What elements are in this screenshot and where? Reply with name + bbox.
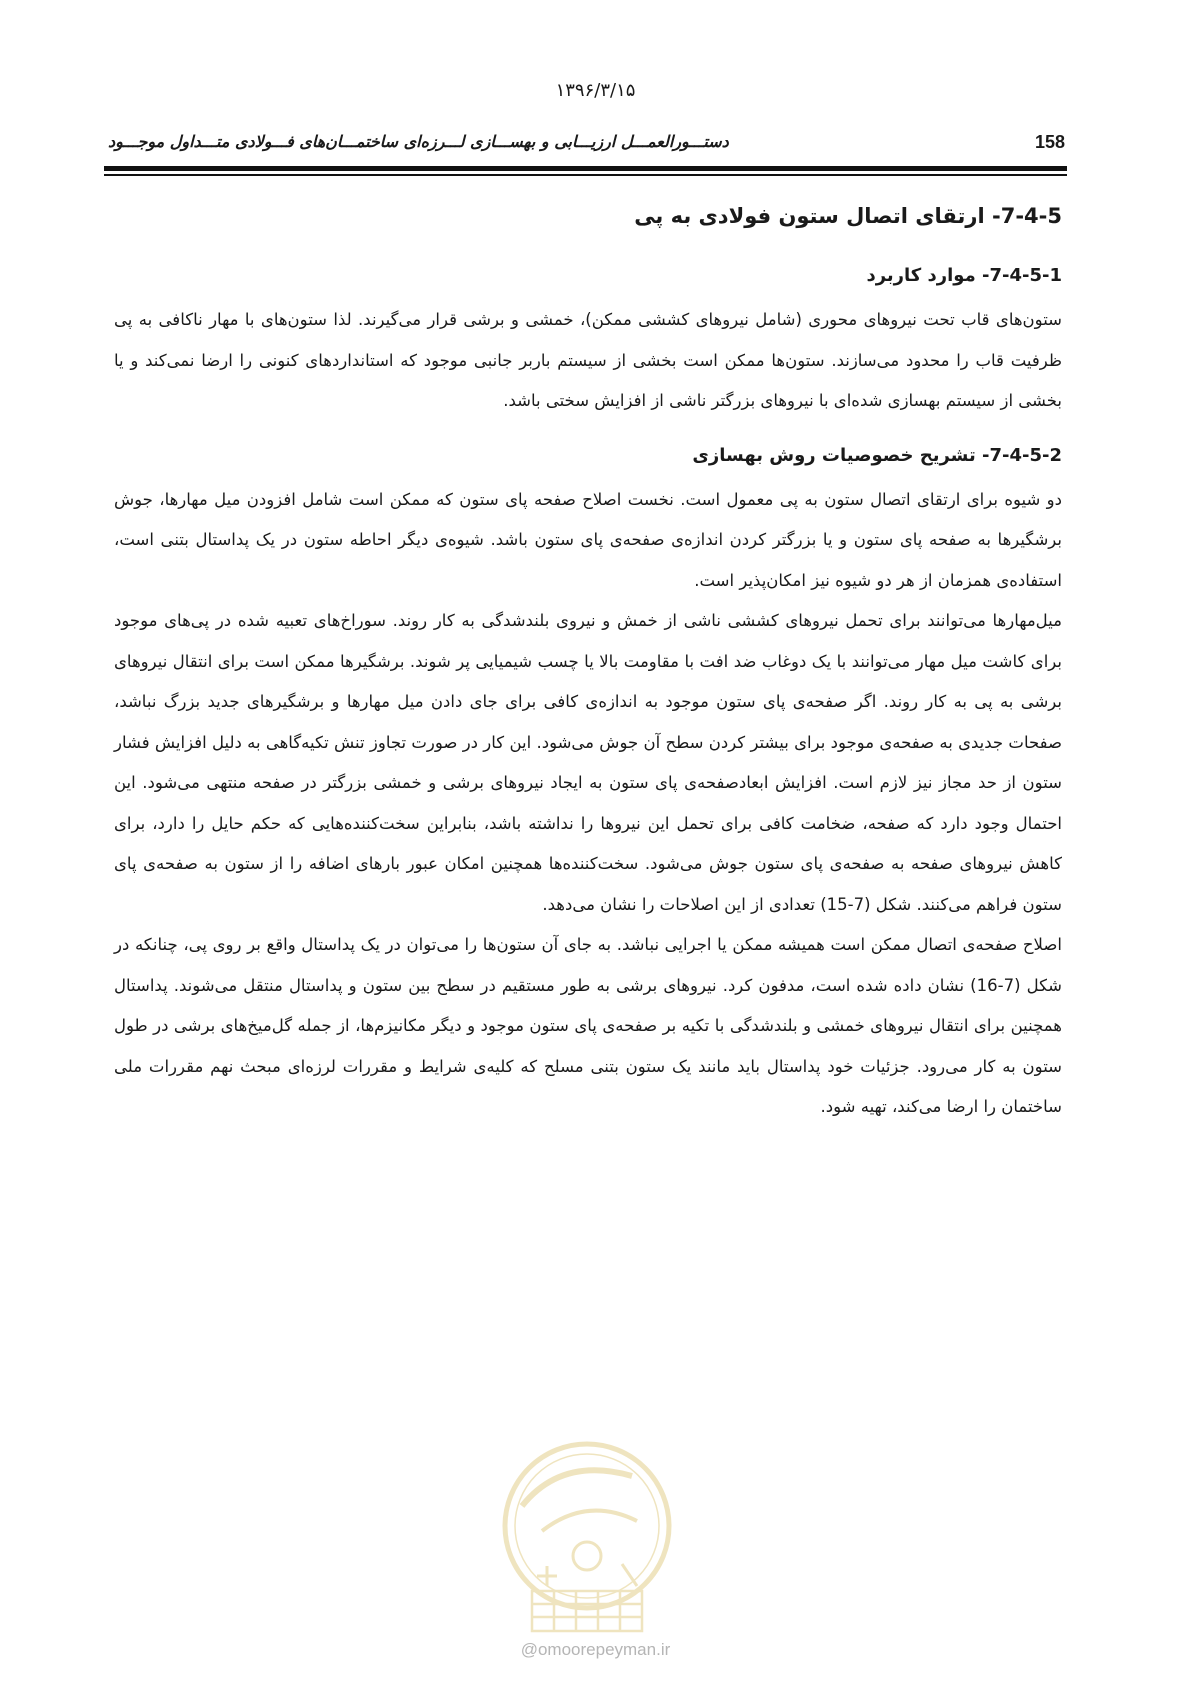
subsection-heading-applications: 7-4-5-1- موارد کاربرد (866, 265, 1062, 286)
header-rule-thin (104, 174, 1067, 176)
section-heading: 7-4-5- ارتقای اتصال ستون فولادی به پی (634, 204, 1062, 228)
paragraph-applications: ستون‌های قاب تحت نیروهای محوری (شامل نیروهای کششی ممکن)، خمشی و برشی قرار می‌گیرند. لذا ستون‌های با مهار ناکافی به پی ظرفیت قاب را محدود می‌سازند. ستون‌ها ممکن است بخشی از سیستم باربر جانبی موجود که استانداردهای کنونی را ارضا نمی‌کند و یا بخشی از سیستم بهسازی شده‌ای با نیروهای بزرگتر ناشی از افزایش سختی باشد. (114, 310, 1062, 410)
page-header (108, 126, 1065, 158)
paragraph-method-1: دو شیوه برای ارتقای اتصال ستون به پی معمول است. نخست اصلاح صفحه پای ستون که ممکن است شامل افزودن میل مهارها، جوش برشگیرها به صفحه پای ستون و یا بزرگتر کردن اندازه‌ی صفحه‌ی پای ستون باشد. شیوه‌ی دیگر احاطه ستون در یک پداستال بتنی است، استفاده‌ی همزمان از هر دو شیوه نیز امکان‌پذیر است. (114, 489, 1062, 590)
paragraph-method-3: اصلاح صفحه‌ی اتصال ممکن است همیشه ممکن یا اجرایی نباشد. به جای آن ستون‌ها را می‌توان در یک پداستال واقع بر روی پی، چنانکه در شکل (7-16) نشان داده شده است، مدفون کرد. نیروهای برشی به طور مستقیم در سطح بین ستون و پداستال منتقل می‌شوند. پداستال همچنین برای انتقال نیروهای خمشی و بلندشدگی با تکیه بر صفحه‌ی پای ستون موجود و دیگر مکانیزم‌ها، از جمله گل‌میخ‌های برشی در طول ستون به کار می‌رود. جزئیات خود پداستال باید مانند یک ستون بتنی مسلح که کلیه‌ی شرایط و مقررات لرزه‌ای مبحث نهم مقررات ملی ساختمان را ارضا می‌کند، تهیه شود. (114, 935, 1063, 1116)
running-title: دستـــورالعمـــل ارزیـــابی و بهســـازی لـــرزه‌ای ساختمـــان‌های فـــولادی متـــداول موجـــود (108, 132, 729, 151)
subsection-heading-method: 7-4-5-2- تشریح خصوصیات روش بهسازی (692, 444, 1062, 466)
header-rule-thick (104, 166, 1067, 171)
document-date: ۱۳۹۶/۳/۱۵ (555, 80, 636, 101)
page-number: 158 (1034, 132, 1065, 152)
paragraph-method-2: میل‌مهارها می‌توانند برای تحمل نیروهای کششی ناشی از خمش و نیروی بلندشدگی به کار روند. سوراخ‌های تعبیه شده در پی‌های موجود برای کاشت میل مهار می‌توانند با یک دوغاب ضد افت با مقاومت بالا یا چسب شیمیایی پر شوند. برشگیرها ممکن است برای انتقال نیروهای برشی به پی به کار روند. اگر صفحه‌ی پای ستون موجود به اندازه‌ی کافی برای جای دادن میل مهارها و برشگیرهای جدید بزرگ نباشد، صفحات جدیدی به صفحه‌ی موجود برای بیشتر کردن سطح آن جوش می‌شود. این کار در صورت تجاوز تنش تکیه‌گاهی به دلیل افزایش فشار ستون از حد مجاز نیز لازم است. افزایش ابعادصفحه‌ی پای ستون به ایجاد نیروهای برشی و خمشی بزرگتر در صفحه منتهی می‌شود. این احتمال وجود دارد که صفحه، ضخامت کافی برای تحمل این نیروها را نداشته باشد، بنابراین سخت‌کننده‌هایی که حکم حایل را دارد، برای کاهش نیروهای صفحه به صفحه‌ی پای ستون جوش می‌شود. سخت‌کننده‌ها همچنین امکان عبور بارهای اضافه را از ستون به صفحه‌ی پای ستون فراهم می‌کنند. شکل (7-15) تعدادی از این اصلاحات را نشان می‌دهد. (114, 611, 1062, 914)
page-body (114, 186, 1062, 1128)
watermark-url: @omoorepeyman.ir (520, 1640, 671, 1659)
